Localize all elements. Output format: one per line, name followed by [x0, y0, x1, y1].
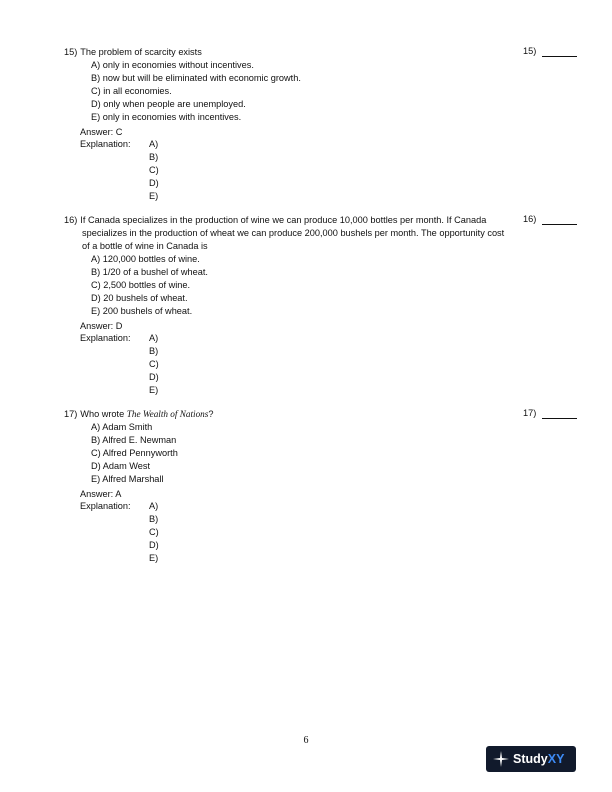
question-number: 16) [64, 215, 78, 225]
explanation-option: E) [149, 191, 159, 202]
choice-item: A) 120,000 bottles of wine. [91, 254, 200, 264]
answer-slot-label: 16) [523, 214, 537, 224]
question-16 [64, 214, 604, 397]
explanation-block [80, 500, 604, 565]
choice-item: B) 1/20 of a bushel of wheat. [91, 266, 208, 277]
explanation-option: C) [149, 527, 159, 538]
studyxy-badge[interactable] [486, 746, 576, 772]
explanation-option: A) [149, 139, 159, 150]
choice-item: E) 200 bushels of wheat. [91, 305, 193, 316]
choice-item: A) only in economies without incentives. [91, 60, 254, 70]
explanation-option: D) [149, 372, 159, 383]
question-text-after: ? [208, 409, 214, 419]
answer-slot-label: 17) [523, 408, 537, 418]
question-15 [64, 46, 604, 203]
explanation-option: D) [149, 540, 159, 551]
choice-item: E) Alfred Marshall [91, 473, 164, 484]
explanation-option: A) [149, 501, 159, 512]
answer-line: Answer: D [80, 320, 123, 331]
choice-item: B) now but will be eliminated with economic growth. [91, 72, 301, 83]
answer-blank[interactable] [542, 418, 577, 419]
answer-line: Answer: C [80, 126, 123, 137]
explanation-option: B) [149, 152, 159, 163]
choice-item: D) Adam West [91, 460, 151, 471]
question-stem [64, 214, 512, 253]
explanation-option: C) [149, 165, 159, 176]
choice-list [91, 59, 604, 124]
explanation-option: C) [149, 359, 159, 370]
question-17 [64, 408, 604, 565]
book-title: The Wealth of Nations [126, 409, 209, 419]
brand-name: Study [513, 752, 548, 766]
explanation-option: A) [149, 333, 159, 344]
choice-item: E) only in economies with incentives. [91, 111, 242, 122]
explanation-block [80, 332, 604, 397]
answer-slot-label: 15) [523, 46, 537, 56]
choice-item: C) in all economies. [91, 85, 172, 96]
brand-suffix: XY [547, 752, 565, 766]
choice-list [91, 421, 604, 486]
question-text: If Canada specializes in the production of wine we can produce 10,000 bottles per month. If Canada specializes in the production of wheat we can produce 200,000 bushels per month. The opportunity cost of a bottle of wine in Canada is [80, 215, 505, 251]
choice-item: B) Alfred E. Newman [91, 434, 177, 445]
explanation-label: Explanation: [80, 333, 131, 344]
question-text: The problem of scarcity exists [80, 47, 202, 57]
plus-star-icon [493, 751, 509, 767]
explanation-option: E) [149, 385, 159, 396]
question-number: 15) [64, 47, 78, 57]
choice-list [91, 253, 604, 318]
question-stem [64, 408, 512, 421]
choice-item: D) only when people are unemployed. [91, 98, 246, 109]
explanation-option: E) [149, 553, 159, 564]
page-number: 6 [303, 735, 309, 746]
explanation-option: B) [149, 514, 159, 525]
answer-blank[interactable] [542, 224, 577, 225]
answer-blank[interactable] [542, 56, 577, 57]
question-number: 17) [64, 409, 78, 419]
explanation-option: D) [149, 178, 159, 189]
question-text-before: Who wrote [80, 409, 127, 419]
choice-item: C) 2,500 bottles of wine. [91, 279, 191, 290]
explanation-label: Explanation: [80, 501, 131, 512]
explanation-block [80, 138, 604, 203]
question-stem [64, 46, 512, 59]
explanation-option: B) [149, 346, 159, 357]
choice-item: C) Alfred Pennyworth [91, 447, 178, 458]
explanation-label: Explanation: [80, 139, 131, 150]
choice-item: D) 20 bushels of wheat. [91, 292, 188, 303]
answer-line: Answer: A [80, 488, 122, 499]
choice-item: A) Adam Smith [91, 422, 153, 432]
